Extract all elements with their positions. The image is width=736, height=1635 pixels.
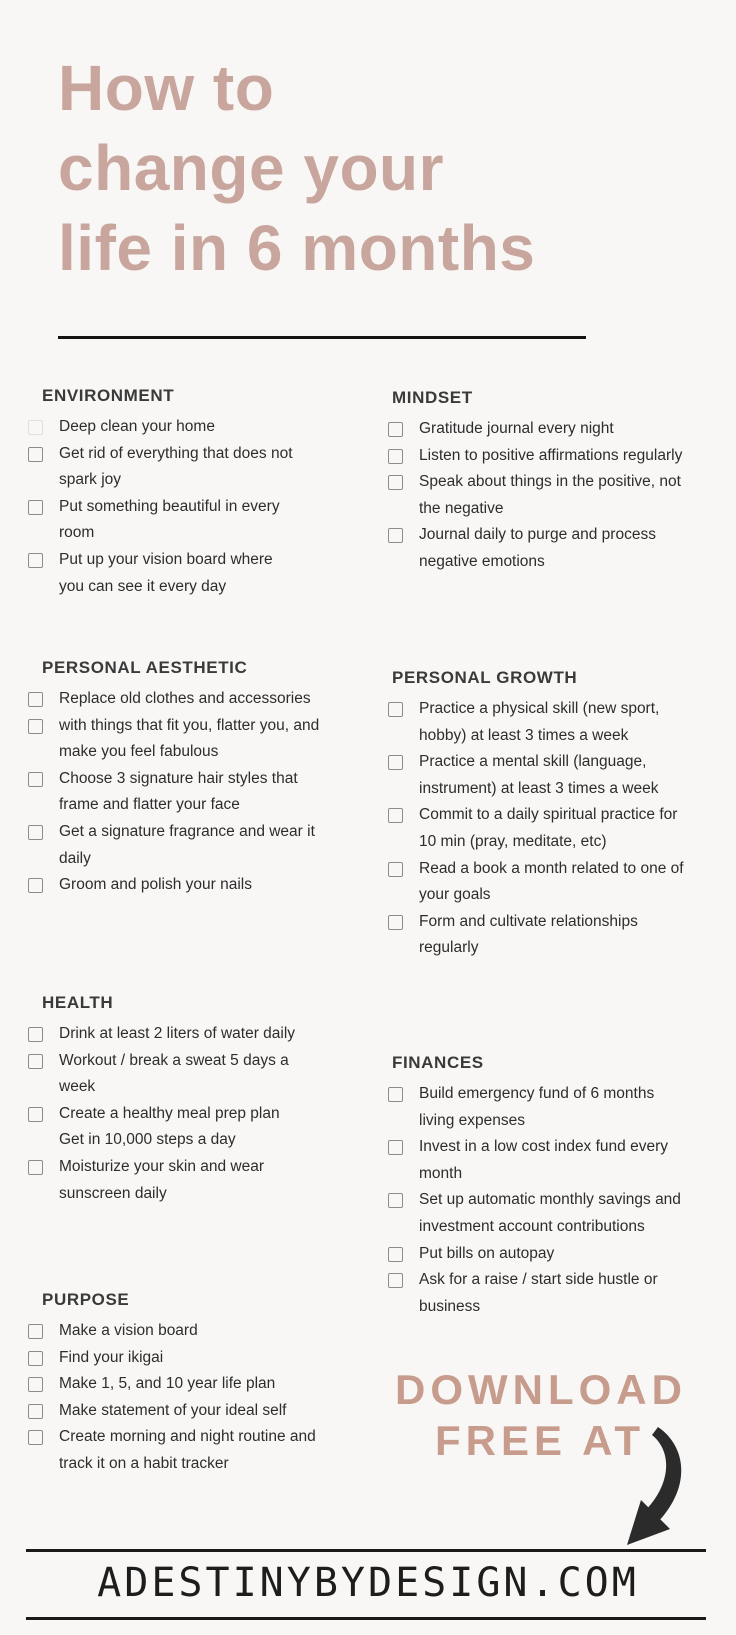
checklist-item	[28, 547, 360, 600]
checklist-item	[28, 1021, 360, 1048]
checklist-item	[28, 414, 360, 441]
item-line: the negative	[419, 499, 504, 517]
page-title-line-2: change your	[58, 132, 445, 204]
item-text	[59, 441, 293, 494]
item-line: Put something beautiful in every	[59, 497, 280, 515]
item-text	[59, 1127, 236, 1154]
item-line: 10 min (pray, meditate, etc)	[419, 832, 607, 850]
item-line: Put up your vision board where	[59, 550, 273, 568]
item-line: spark joy	[59, 471, 122, 489]
item-text	[419, 749, 659, 802]
item-text	[419, 443, 682, 470]
checklist-item	[28, 872, 360, 899]
item-line: sunscreen daily	[59, 1184, 167, 1202]
item-line: Make a vision board	[59, 1322, 198, 1339]
item-text	[419, 522, 656, 575]
checkbox[interactable]	[388, 1140, 403, 1155]
checkbox[interactable]	[28, 1324, 43, 1339]
item-line: frame and flatter your face	[59, 796, 240, 814]
item-line: Commit to a daily spiritual practice for	[419, 806, 678, 824]
item-text	[59, 1318, 198, 1345]
checkbox[interactable]	[28, 1027, 43, 1042]
checkbox[interactable]	[28, 1377, 43, 1392]
item-text	[59, 1101, 280, 1128]
section-heading: HEALTH	[42, 993, 114, 1012]
section-heading: MINDSET	[392, 388, 473, 407]
checklist-item	[377, 1081, 712, 1134]
item-text	[59, 1021, 295, 1048]
checkbox[interactable]	[388, 1087, 403, 1102]
checklist-item	[377, 443, 712, 470]
section-purpose	[28, 1290, 360, 1478]
checklist-item	[377, 909, 712, 962]
item-text	[59, 686, 311, 713]
checklist-item	[377, 749, 712, 802]
item-line: Practice a mental skill (language,	[419, 753, 647, 771]
item-line: Groom and polish your nails	[59, 876, 252, 894]
item-line: Choose 3 signature hair styles that	[59, 769, 298, 787]
item-line: Speak about things in the positive, not	[419, 473, 681, 491]
checkbox[interactable]	[388, 528, 403, 543]
checkbox[interactable]	[28, 1054, 43, 1069]
checklist-item	[28, 686, 360, 713]
checklist-item	[377, 416, 712, 443]
checklist-item	[28, 819, 360, 872]
item-line: Form and cultivate relationships	[419, 912, 638, 930]
item-line: Replace old clothes and accessories	[59, 690, 311, 707]
item-text	[59, 819, 315, 872]
checklist-item	[377, 1241, 712, 1268]
checkbox[interactable]	[388, 449, 403, 464]
checklist-item	[28, 1318, 360, 1345]
checklist-item	[28, 1127, 360, 1154]
checklist-item	[28, 1101, 360, 1128]
item-text	[59, 547, 273, 600]
item-line: Create a healthy meal prep plan	[59, 1104, 280, 1122]
item-text	[59, 766, 298, 819]
download-callout-line-2: FREE AT	[435, 1417, 645, 1464]
section-heading: PURPOSE	[42, 1290, 130, 1309]
checkbox[interactable]	[28, 825, 43, 840]
checkbox[interactable]	[28, 447, 43, 462]
footer-top-line	[26, 1549, 706, 1552]
item-line: Gratitude journal every night	[419, 420, 614, 437]
item-line: make you feel fabulous	[59, 743, 219, 761]
checkbox[interactable]	[28, 420, 43, 435]
checklist-item	[28, 1424, 360, 1477]
checkbox[interactable]	[28, 719, 43, 734]
curved-arrow-down-icon	[612, 1424, 692, 1548]
item-line: track it on a habit tracker	[59, 1454, 229, 1472]
item-line: Deep clean your home	[59, 418, 215, 435]
item-text	[419, 802, 677, 855]
item-line: Create morning and night routine and	[59, 1428, 316, 1446]
checkbox[interactable]	[388, 915, 403, 930]
item-line: daily	[59, 849, 91, 867]
section-personal-growth	[377, 668, 712, 962]
item-line: business	[419, 1297, 481, 1315]
item-text	[59, 494, 280, 547]
checkbox[interactable]	[28, 1107, 43, 1122]
item-text	[419, 696, 659, 749]
item-line: living expenses	[419, 1111, 525, 1129]
section-heading: ENVIRONMENT	[42, 386, 175, 405]
checkbox[interactable]	[388, 755, 403, 770]
checkbox[interactable]	[28, 1351, 43, 1366]
item-line: Set up automatic monthly savings and	[419, 1191, 681, 1209]
item-line: Get a signature fragrance and wear it	[59, 822, 315, 840]
item-line: Make 1, 5, and 10 year life plan	[59, 1375, 276, 1393]
left-column	[28, 0, 360, 1635]
checkbox[interactable]	[28, 1160, 43, 1175]
item-text	[59, 1048, 289, 1101]
checkbox[interactable]	[28, 878, 43, 893]
section-heading: FINANCES	[392, 1053, 484, 1072]
section-mindset	[377, 388, 712, 576]
item-line: Invest in a low cost index fund every	[419, 1138, 668, 1156]
item-text	[59, 1154, 264, 1207]
checklist-item	[28, 1154, 360, 1207]
download-callout-line-1: DOWNLOAD	[395, 1366, 687, 1413]
item-line: Make statement of your ideal self	[59, 1401, 287, 1419]
item-line: investment account contributions	[419, 1217, 645, 1235]
checkbox[interactable]	[388, 475, 403, 490]
section-personal-aesthetic	[28, 658, 360, 899]
checkbox[interactable]	[388, 1193, 403, 1208]
item-line: week	[59, 1078, 96, 1096]
checklist-item	[377, 696, 712, 749]
checkbox[interactable]	[28, 692, 43, 707]
page-title-line-1: How to	[58, 52, 275, 124]
section-heading: PERSONAL AESTHETIC	[42, 658, 248, 677]
item-line: Ask for a raise / start side hustle or	[419, 1271, 658, 1289]
item-line: you can see it every day	[59, 577, 227, 595]
checklist-item	[28, 1398, 360, 1425]
item-text	[419, 469, 681, 522]
item-text	[59, 1398, 286, 1425]
checklist-item	[377, 469, 712, 522]
item-line: Drink at least 2 liters of water daily	[59, 1025, 296, 1042]
checklist-item	[377, 1187, 712, 1240]
section-health	[28, 993, 360, 1207]
checkbox[interactable]	[28, 500, 43, 515]
item-text	[59, 713, 319, 766]
item-line: your goals	[419, 886, 491, 904]
checklist-item	[28, 494, 360, 547]
item-line: hobby) at least 3 times a week	[419, 726, 629, 744]
item-text	[59, 1345, 163, 1372]
item-line: Get rid of everything that does not	[59, 444, 293, 462]
item-line: Find your ikigai	[59, 1348, 164, 1366]
checkbox[interactable]	[388, 1247, 403, 1262]
checklist-item	[28, 1371, 360, 1398]
item-line: with things that fit you, flatter you, and	[59, 716, 320, 734]
footer-bottom-line	[26, 1617, 706, 1620]
item-line: Journal daily to purge and process	[419, 526, 656, 544]
checkbox[interactable]	[28, 1404, 43, 1419]
item-text	[419, 1241, 554, 1268]
item-line: regularly	[419, 939, 479, 957]
item-line: month	[419, 1164, 463, 1182]
checkbox[interactable]	[388, 808, 403, 823]
item-text	[59, 872, 252, 899]
checkbox[interactable]	[388, 1273, 403, 1288]
item-line: room	[59, 524, 95, 542]
checklist-item	[28, 766, 360, 819]
item-text	[419, 1267, 658, 1320]
checkbox[interactable]	[388, 702, 403, 717]
checklist-item	[377, 802, 712, 855]
checklist-item	[28, 1048, 360, 1101]
item-line: Read a book a month related to one of	[419, 859, 684, 877]
item-text	[419, 416, 614, 443]
checkbox[interactable]	[388, 862, 403, 877]
checklist-item	[28, 441, 360, 494]
item-line: Get in 10,000 steps a day	[59, 1131, 236, 1149]
item-line: Listen to positive affirmations regularly	[419, 446, 683, 464]
item-text	[419, 1187, 681, 1240]
item-text	[59, 414, 215, 441]
item-line: instrument) at least 3 times a week	[419, 779, 659, 797]
checklist-item	[377, 1267, 712, 1320]
item-text	[419, 909, 638, 962]
checklist-item	[377, 522, 712, 575]
checklist-item	[28, 713, 360, 766]
checkbox[interactable]	[28, 553, 43, 568]
checklist-item	[377, 856, 712, 909]
checklist-item	[28, 1345, 360, 1372]
section-finances	[377, 1053, 712, 1320]
item-line: Put bills on autopay	[419, 1244, 555, 1262]
item-line: Moisturize your skin and wear	[59, 1157, 265, 1175]
item-line: Workout / break a sweat 5 days a	[59, 1051, 289, 1069]
checkbox[interactable]	[28, 1430, 43, 1445]
checklist-item	[377, 1134, 712, 1187]
item-text	[59, 1424, 316, 1477]
item-text	[419, 856, 684, 909]
item-text	[59, 1371, 275, 1398]
website-domain: ADESTINYBYDESIGN.COM	[97, 1560, 639, 1606]
checkbox[interactable]	[388, 422, 403, 437]
section-heading: PERSONAL GROWTH	[392, 668, 578, 687]
page-title-line-3: life in 6 months	[58, 212, 536, 284]
item-line: negative emotions	[419, 552, 545, 570]
item-line: Practice a physical skill (new sport,	[419, 700, 660, 717]
item-text	[419, 1134, 668, 1187]
item-text	[419, 1081, 654, 1134]
section-environment	[28, 386, 360, 600]
item-line: Build emergency fund of 6 months	[419, 1085, 655, 1102]
checkbox[interactable]	[28, 772, 43, 787]
